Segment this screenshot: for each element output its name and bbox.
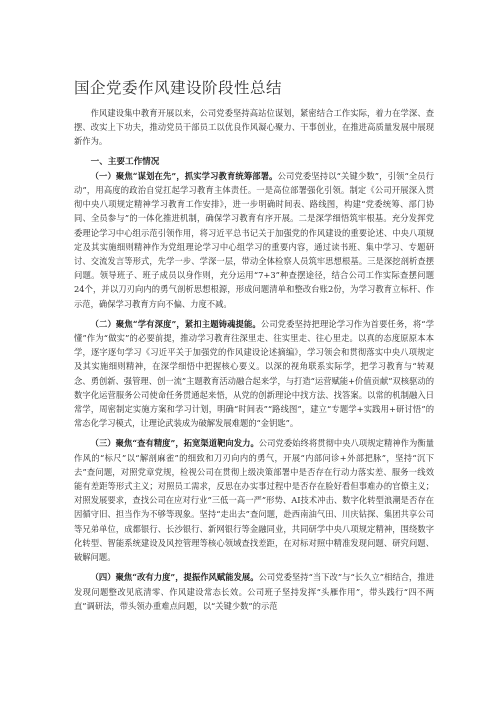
item-text: 公司党委坚持“当下改”与“长久立”相结合，推进发现问题整改见底清零、作风建设常态长效。公司班子坚持发挥“头雁作用”，带头践行“四不两直”调研法，带头领办重难点问题，以“关键少数”的示范 [74, 572, 435, 611]
work-item-paragraph [74, 570, 434, 613]
document-title: 国企党委作风建设阶段性总结 [74, 79, 283, 97]
item-text: 公司党委始终将贯彻中央八项规定精神作为衡量作风的“标尺”以“解剖麻雀”的细致和刀刃向内的勇气，开展“内部问诊+外部把脉”，坚持“沉下去”查问题，对照党章党规，检视公司在贯彻上级决策部署中是否存在行动力落实差、服务一线效能有差距等形式主义；对照员工需求，反思在办实事过程中是否存在脸好看但事难办的官僚主义；对照发展要求，查找公司在应对行业“三低一高一严”形势、AI技术冲击、数字化转型浪潮是否存在因循守旧、担当作为不够等现象。坚持“走出去”查问题，赴西南油气田、川庆钻探、集团共享公司等兄弟单位，成都银行、长沙银行、新网银行等金融同业，共同研学中央八项规定精神，围绕数字化转型、智能系统建设及风控管理等核心领域查找差距，在对标对照中精准发现问题、研究问题、破解问题。 [74, 438, 434, 563]
item-heading: （二）聚焦“学有深度”，紧扣主题铸魂提能。 [90, 318, 261, 329]
work-item-paragraph [74, 317, 434, 431]
item-heading: （四）聚焦“改有力度”，提振作风赋能发展。 [90, 572, 259, 583]
work-item-paragraph [74, 436, 434, 564]
item-text: 公司党委坚持把理论学习作为首要任务，将“学懂”作为“做实”的必要前提，推动学习教育往深里走、往实里走、往心里走。以真的态度原原本本学，逐字逐句学习《习近平关于加强党的作风建设论述摘编》，学习领会和贯彻落实中央八项规定及其实施细则精神，在深学细悟中把握核心要义。以深的视角联系实际学，把学习教育与“转观念、勇创新、强管理、创一流”主题教育活动融合起来学，与打造“运营赋能+价值贡献”双核驱动的数字化运营服务公司使命任务贯通起来悟，从党的创新理论中找方法、找答案。以常的机制融入日常学，周密制定实施方案和学习计划，明确“时间表”“路线图”，建立“专题学+实践用+研讨悟”的常态化学习模式，让理论武装成为破解发展难题的“金钥匙”。 [74, 318, 434, 429]
work-item-paragraph [74, 169, 434, 311]
item-heading: （三）聚焦“查有精度”，拓宽渠道靶向发力。 [90, 438, 259, 449]
intro-paragraph: 作风建设集中教育开展以来，公司党委坚持高站位谋划，紧密结合工作实际，着力在学深、查摆、改实上下功夫，推动党员干部员工以优良作风凝心聚力、干事创业，在推进高质量发展中展现新作为。 [74, 108, 434, 147]
item-heading: （一）聚焦“谋划在先”，抓实学习教育统筹部署。 [90, 170, 278, 181]
document-body [74, 106, 434, 619]
section-heading: 一、主要工作情况 [90, 156, 160, 167]
item-text: 公司党委坚持以“关键少数”，引领“全员行动”，用高度的政治自觉扛起学习教育主体责任。一是高位部署强化引领。制定《公司开展深入贯彻中央八项规定精神学习教育工作安排》，进一步明确时间表、路线图，构建“党委统筹、部门协同、全员参与”的一体化推进机制，确保学习教育有序开展。二是深学细悟筑牢根基。充分发挥党委理论学习中心组示范引领作用，将习近平总书记关于加强党的作风建设的重要论述、中央八项规定及其实施细则精神作为党组理论学习中心组学习的重要内容，通过读书班、集中学习、专题研讨、交流发言等形式，先学一步、学深一层，带动全体检察人员筑牢思想根基。三是深挖剖析查摆问题。领导班子、班子成员以身作则，充分运用“7+3”种查摆途径，结合公司工作实际查摆问题24个，并以刀刃向内的勇气剖析思想根源，形成问题清单和整改台账2份，为学习教育立标杆、作示范，确保学习教育方向不偏、力度不减。 [74, 170, 434, 309]
